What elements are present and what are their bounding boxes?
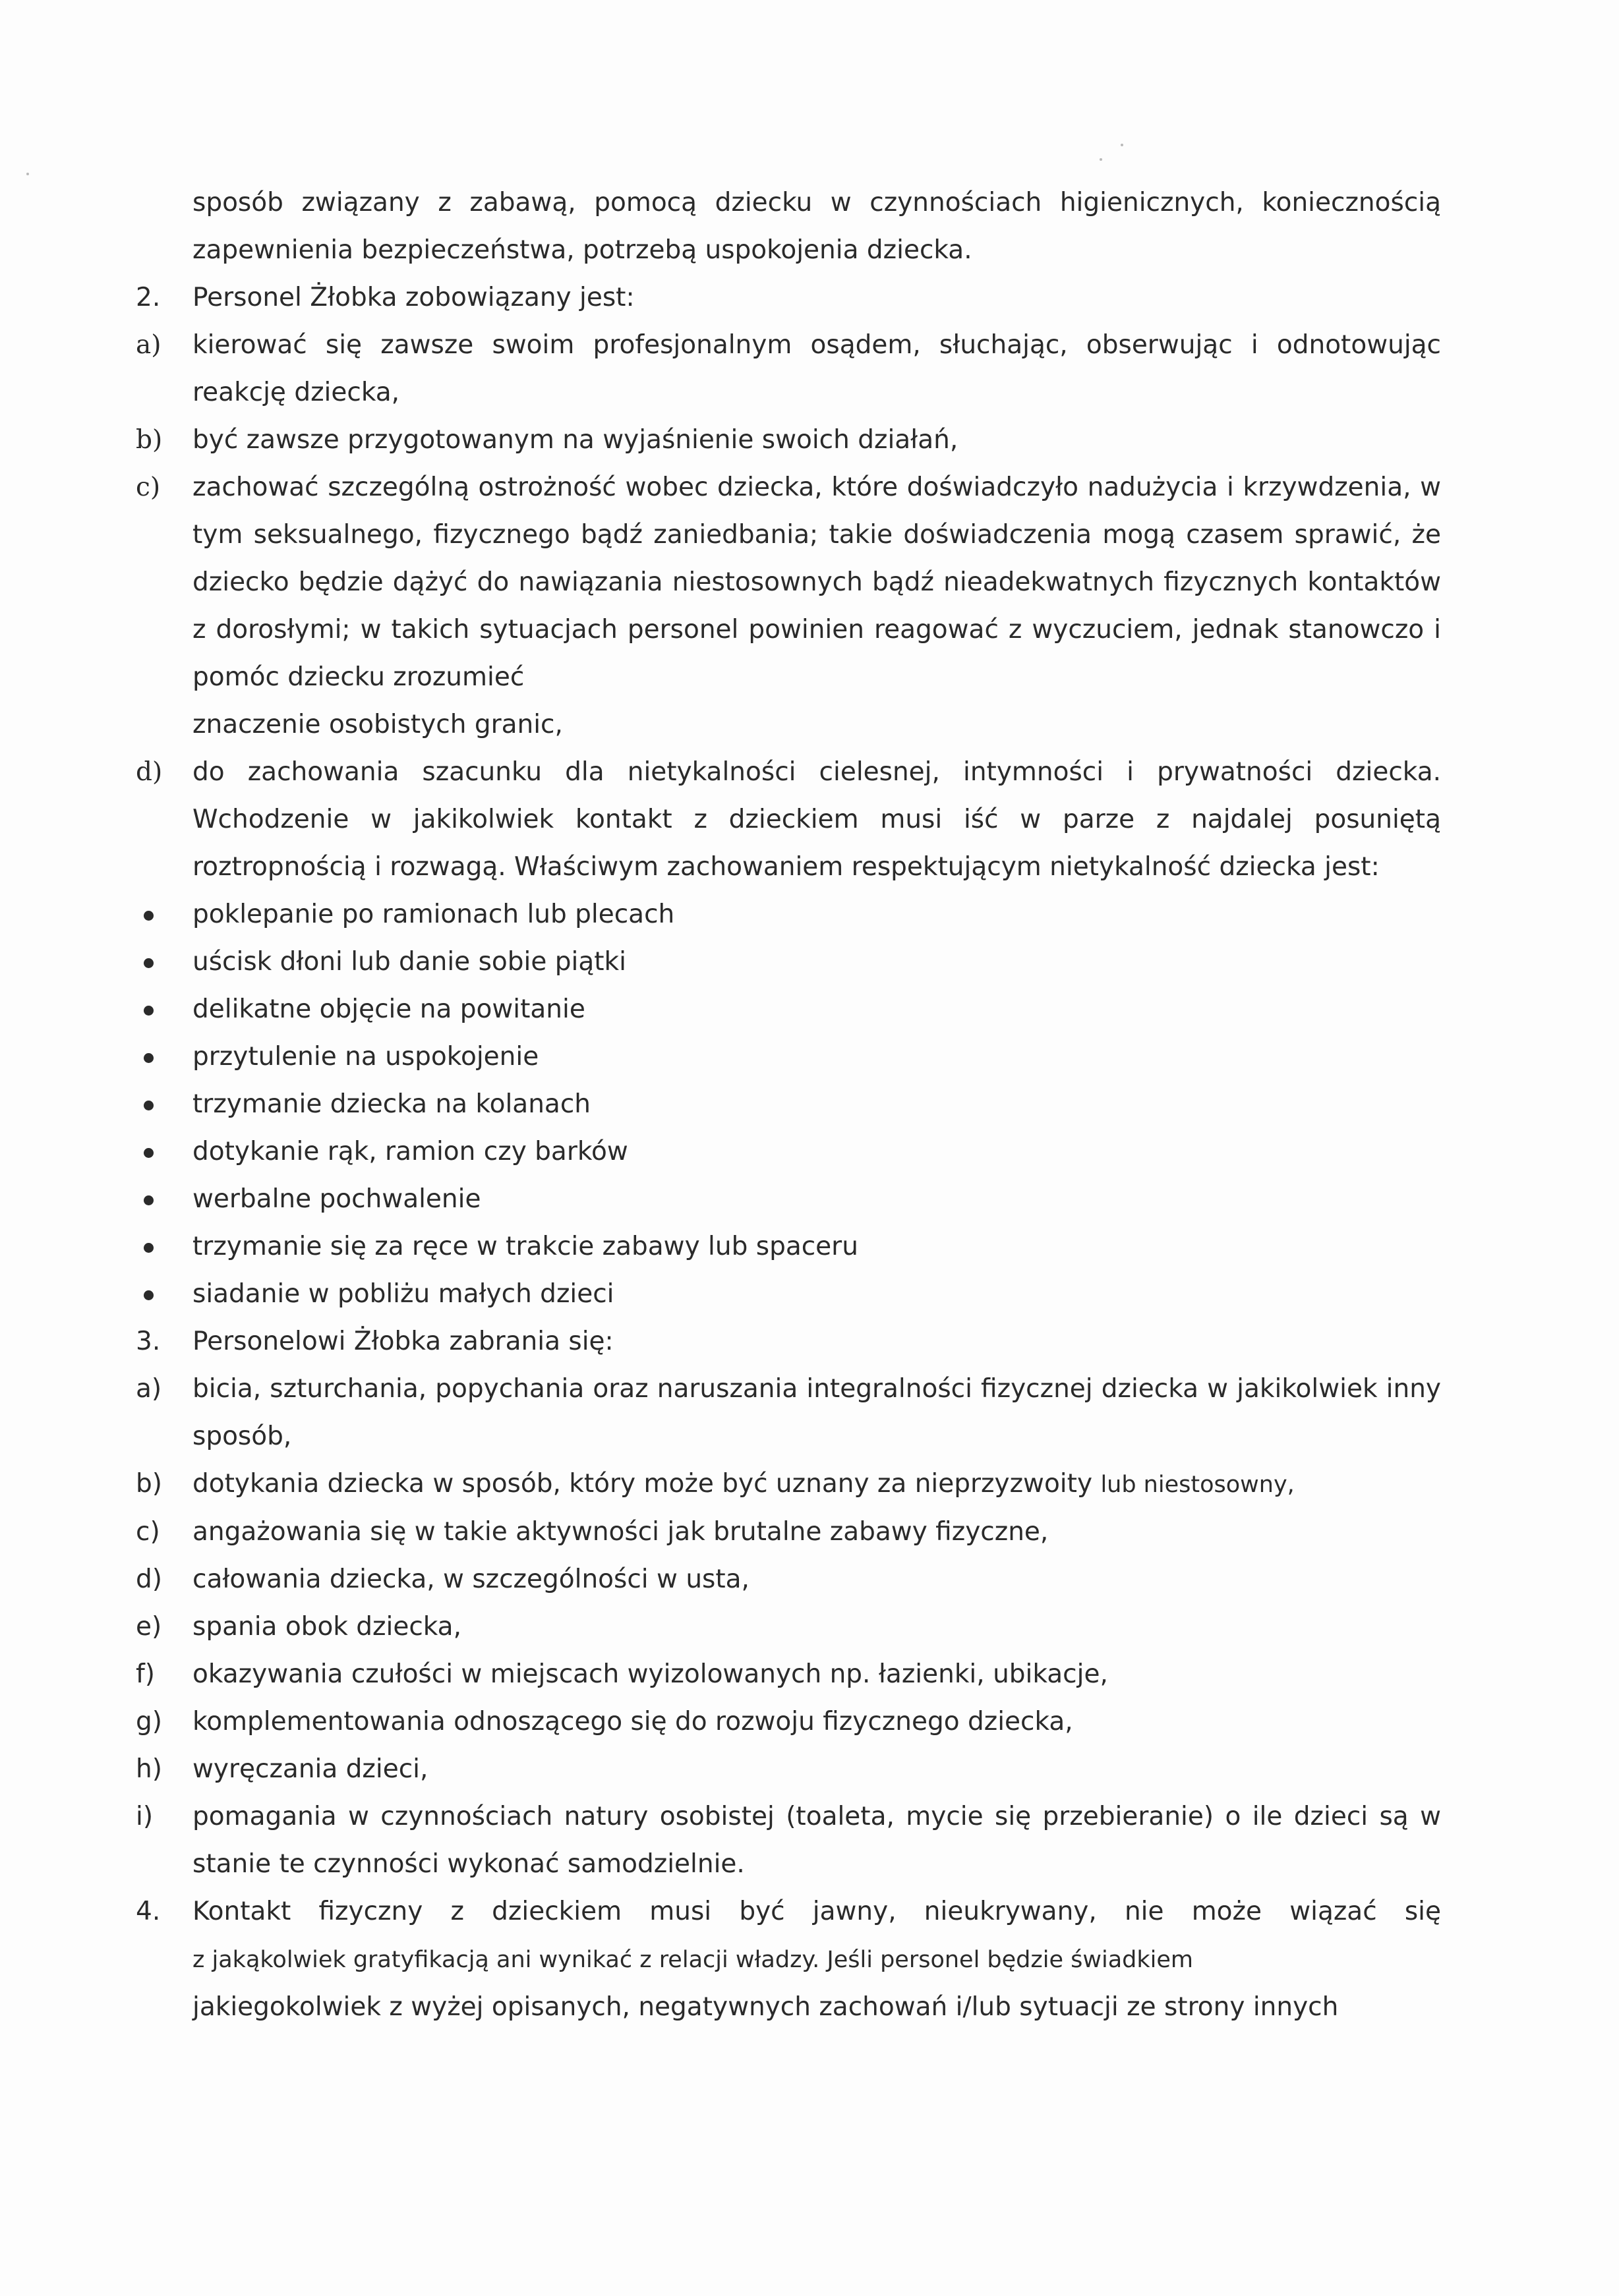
list-item: g) komplementowania odnoszącego się do rozwoju fizycznego dziecka, [136, 1698, 1441, 1746]
list-marker: e) [136, 1612, 162, 1642]
list-marker: i) [136, 1802, 154, 1831]
paragraph-continuation: sposób związany z zabawą, pomocą dziecku w czynnościach higienicznych, koniecznością zapewnienia bezpieczeństwa, potrzebą uspokojenia dziecka. [192, 188, 1441, 265]
list-marker: c) [136, 1517, 160, 1547]
list-item: c) angażowania się w takie aktywności jak brutalne zabawy fizyczne, [136, 1508, 1441, 1556]
list-marker: b) [136, 1469, 162, 1499]
bullet-item: dotykanie rąk, ramion czy barków [136, 1128, 1441, 1176]
bullet-icon [144, 1148, 154, 1158]
list-marker: c) [136, 473, 161, 502]
bullet-item: trzymanie dziecka na kolanach [136, 1081, 1441, 1128]
list-item: d) całowania dziecka, w szczególności w usta, [136, 1556, 1441, 1603]
list-marker: a) [136, 330, 162, 360]
bullet-item: werbalne pochwalenie [136, 1176, 1441, 1223]
bullet-item: uścisk dłoni lub danie sobie piątki [136, 938, 1441, 986]
section-4-line: jakiegokolwiek z wyżej opisanych, negatywnych zachowań i/lub sytuacji ze strony innych [192, 1992, 1339, 2022]
document-body [136, 179, 1441, 2031]
bullet-icon [144, 1006, 154, 1016]
list-item: i) pomagania w czynnościach natury osobistej (toaleta, mycie się przebieranie) o ile dzieci są w stanie te czynności wykonać samodzielnie. [136, 1793, 1441, 1888]
section-2-heading: 2. Personel Żłobka zobowiązany jest: [136, 274, 1441, 322]
bullet-icon [144, 1053, 154, 1063]
list-marker: b) [136, 425, 163, 455]
bullet-icon [144, 1195, 154, 1205]
list-item: e) spania obok dziecka, [136, 1603, 1441, 1651]
list-marker: h) [136, 1754, 162, 1784]
section-3-heading: 3. Personelowi Żłobka zabrania się: [136, 1318, 1441, 1365]
scan-speck [26, 173, 29, 175]
bullet-icon [144, 1290, 154, 1300]
scan-speck [1121, 144, 1123, 146]
section-number: 4. [136, 1897, 161, 1926]
list-marker: d) [136, 1564, 162, 1594]
bullet-item: przytulenie na uspokojenie [136, 1033, 1441, 1081]
list-item: h) wyręczania dzieci, [136, 1746, 1441, 1793]
bullet-icon [144, 911, 154, 921]
list-marker: g) [136, 1707, 162, 1736]
list-item: a) kierować się zawsze swoim profesjonalnym osądem, słuchając, obserwując i odnotowując reakcję dziecka, [136, 322, 1441, 416]
list-item: c) zachować szczególną ostrożność wobec dziecka, które doświadczyło nadużycia i krzywdzenia, w tym seksualnego, fizycznego bądź zaniedbania; takie doświadczenia mogą czasem sprawić, że dziecko będzie dążyć do nawiązania niestosownych bądź nieadekwatnych fizycznych kontaktów z dorosłymi; w takich sytuacjach personel powinien reagować z wyczuciem, jednak stanowczo i pomóc dziecku zrozumieć [136, 464, 1441, 701]
list-item: b) dotykania dziecka w sposób, który może być uznany za nieprzyzwoity lub niestosowny, [136, 1460, 1441, 1508]
section-4-paragraph: 4. Kontakt fizyczny z dzieckiem musi być jawny, nieukrywany, nie może wiązać się [136, 1888, 1441, 1936]
list-item: b) być zawsze przygotowanym na wyjaśnienie swoich działań, [136, 416, 1441, 464]
bullet-item: delikatne objęcie na powitanie [136, 986, 1441, 1033]
bullet-item: poklepanie po ramionach lub plecach [136, 891, 1441, 938]
list-item: f) okazywania czułości w miejscach wyizolowanych np. łazienki, ubikacje, [136, 1651, 1441, 1698]
section-number: 3. [136, 1327, 161, 1356]
list-item: a) bicia, szturchania, popychania oraz naruszania integralności fizycznej dziecka w jakikolwiek inny sposób, [136, 1365, 1441, 1460]
bullet-item: siadanie w pobliżu małych dzieci [136, 1271, 1441, 1318]
bullet-icon [144, 958, 154, 968]
bullet-icon [144, 1101, 154, 1110]
list-item: d) do zachowania szacunku dla nietykalności cielesnej, intymności i prywatności dziecka. Wchodzenie w jakikolwiek kontakt z dzieckiem musi iść w parze z najdalej posuniętą roztropnością i rozwagą. Właściwym zachowaniem respektującym nietykalność dziecka jest: [136, 749, 1441, 891]
list-marker: f) [136, 1659, 155, 1689]
scan-speck [1100, 158, 1102, 161]
bullet-icon [144, 1243, 154, 1253]
list-item-continuation: znaczenie osobistych granic, [192, 710, 563, 739]
section-number: 2. [136, 283, 161, 312]
section-4-line: z jakąkolwiek gratyfikacją ani wynikać z relacji władzy. Jeśli personel będzie świadkiem [192, 1947, 1194, 1973]
list-marker: a) [136, 1374, 162, 1404]
list-marker: d) [136, 757, 163, 787]
bullet-item: trzymanie się za ręce w trakcie zabawy lub spaceru [136, 1223, 1441, 1271]
